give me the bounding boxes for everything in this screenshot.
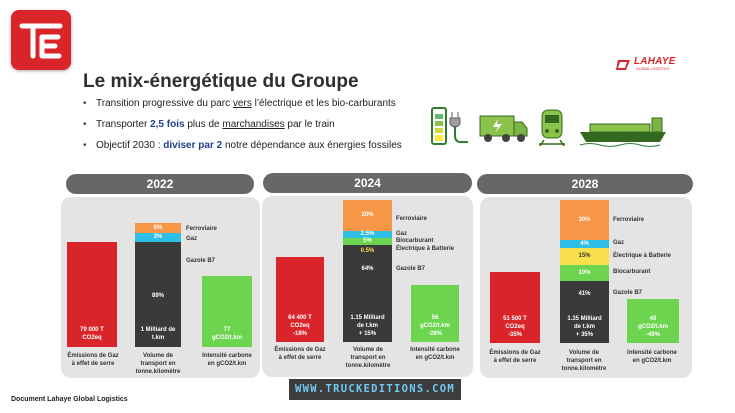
caption-volume-2028: Volume de transport en tonne.kilomètre [561,350,607,372]
caption-intensity-2028: Intensité carbone en gCO2/t.km [627,350,677,364]
bar-emissions-2028 [490,272,540,343]
legend-gazole-2024: Gazole B7 [396,266,426,272]
legend-gaz-2022: Gaz [186,236,198,242]
bullet-rail: • Transporter 2,5 fois plus de marchandises par le train [83,118,402,139]
bar-intensity-2022 [202,276,252,347]
legend-biocarburant-2024: Biocarburant [396,238,434,244]
value-intensity-2022: 77 gCO2/t.km [211,327,242,341]
legend-electrique-2028: Électrique à Batterie [613,253,672,259]
caption-intensity-2024: Intensité carbone en gCO2/t.km [410,347,460,361]
barge-icon [580,118,666,147]
value-emissions-2022: 79 000 T CO2eq [80,327,104,341]
legend-ferroviaire-2022: Ferroviaire [186,226,218,232]
footer-text: Document Lahaye Global Logistics [11,396,128,403]
watermark-banner[interactable]: WWW.TRUCKEDITIONS.COM [289,379,461,400]
page-title: Le mix-énergétique du Groupe [83,71,359,92]
caption-emissions-2022: Émissions de Gaz à effet de serre [67,353,119,367]
company-logo [11,10,71,70]
legend-gaz-2028: Gaz [613,240,625,246]
legend-biocarburant-2028: Biocarburant [613,269,651,275]
segment-electrique-2024: 0.5% [343,245,392,257]
segment-gaz-2028: 4% [560,240,609,248]
legend-ferroviaire-2024: Ferroviaire [396,216,428,222]
legend-gazole-2028: Gazole B7 [613,290,643,296]
bar-volume-2024 [343,200,392,342]
value-volume-2028: 1.35 Milliard de t.km + 35% [567,316,602,338]
bar-volume-2028 [560,200,609,343]
caption-emissions-2024: Émissions de Gaz à effet de serre [274,347,326,361]
value-emissions-2024: 64 400 T CO2eq -18% [288,315,312,337]
caption-volume-2022: Volume de transport en tonne.kilomètre [135,353,181,375]
caption-emissions-2028: Émissions de Gaz à effet de serre [489,350,541,364]
value-volume-2022: 1 Milliard de t.km [140,327,176,341]
caption-volume-2024: Volume de transport en tonne.kilomètre [345,347,391,369]
value-emissions-2028: 51 500 T CO2eq -35% [503,316,527,338]
segment-gazole-2028: 41% 1.35 Milliard de t.km + 35% [560,281,609,343]
segment-electrique-2028: 15% [560,248,609,265]
bullet-list [83,97,402,160]
bar-emissions-2024 [276,257,324,342]
segment-biocarburant-2028: 10% [560,265,609,281]
value-intensity-2024: 56 gCO2/t.km -28% [419,315,450,337]
segment-biocarburant-2024: 5% [343,238,392,245]
segment-gaz-2024: 2.5% [343,231,392,238]
bar-volume-2022 [135,223,181,347]
legend-ferroviaire-2028: Ferroviaire [613,217,645,223]
bar-intensity-2028 [627,299,679,343]
bullet-objective: • Objectif 2030 : diviser par 2 notre dépendance aux énergies fossiles [83,139,402,160]
segment-gazole-2022: 89% 1 Milliard de t.km [135,242,181,347]
segment-ferroviaire-2028: 30% [560,200,609,240]
segment-gaz-2022: 3% [135,233,181,242]
electric-truck-icon [480,116,527,142]
transport-icons [430,104,674,148]
train-icon [539,110,565,146]
legend-gaz-2024: Gaz [396,231,408,237]
bar-emissions-2022 [67,242,117,347]
value-volume-2024: 1.15 Milliard de t.km + 15% [350,315,385,337]
year-pill-2022: 2022 [66,174,254,194]
segment-ferroviaire-2022: 8% [135,223,181,233]
bullet-transition: • Transition progressive du parc vers l’électrique et les bio-carburants [83,97,402,118]
value-intensity-2028: 40 gCO2/t.km -49% [637,316,668,338]
legend-electrique-2024: Électrique à Batterie [396,246,455,252]
brand-subtitle: GLOBAL LOGISTICS [636,67,670,71]
bar-intensity-2024 [411,285,459,342]
legend-gazole-2022: Gazole B7 [186,258,216,264]
year-pill-2024: 2024 [263,173,472,193]
ev-charger-icon [432,108,468,144]
year-pill-2028: 2028 [477,174,693,194]
brand-name: LAHAYE [634,56,676,67]
segment-gazole-2024: 64% 1.15 Milliard de t.km + 15% [343,257,392,342]
caption-intensity-2022: Intensité carbone en gCO2/t.km [202,353,252,367]
segment-ferroviaire-2024: 20% [343,200,392,231]
